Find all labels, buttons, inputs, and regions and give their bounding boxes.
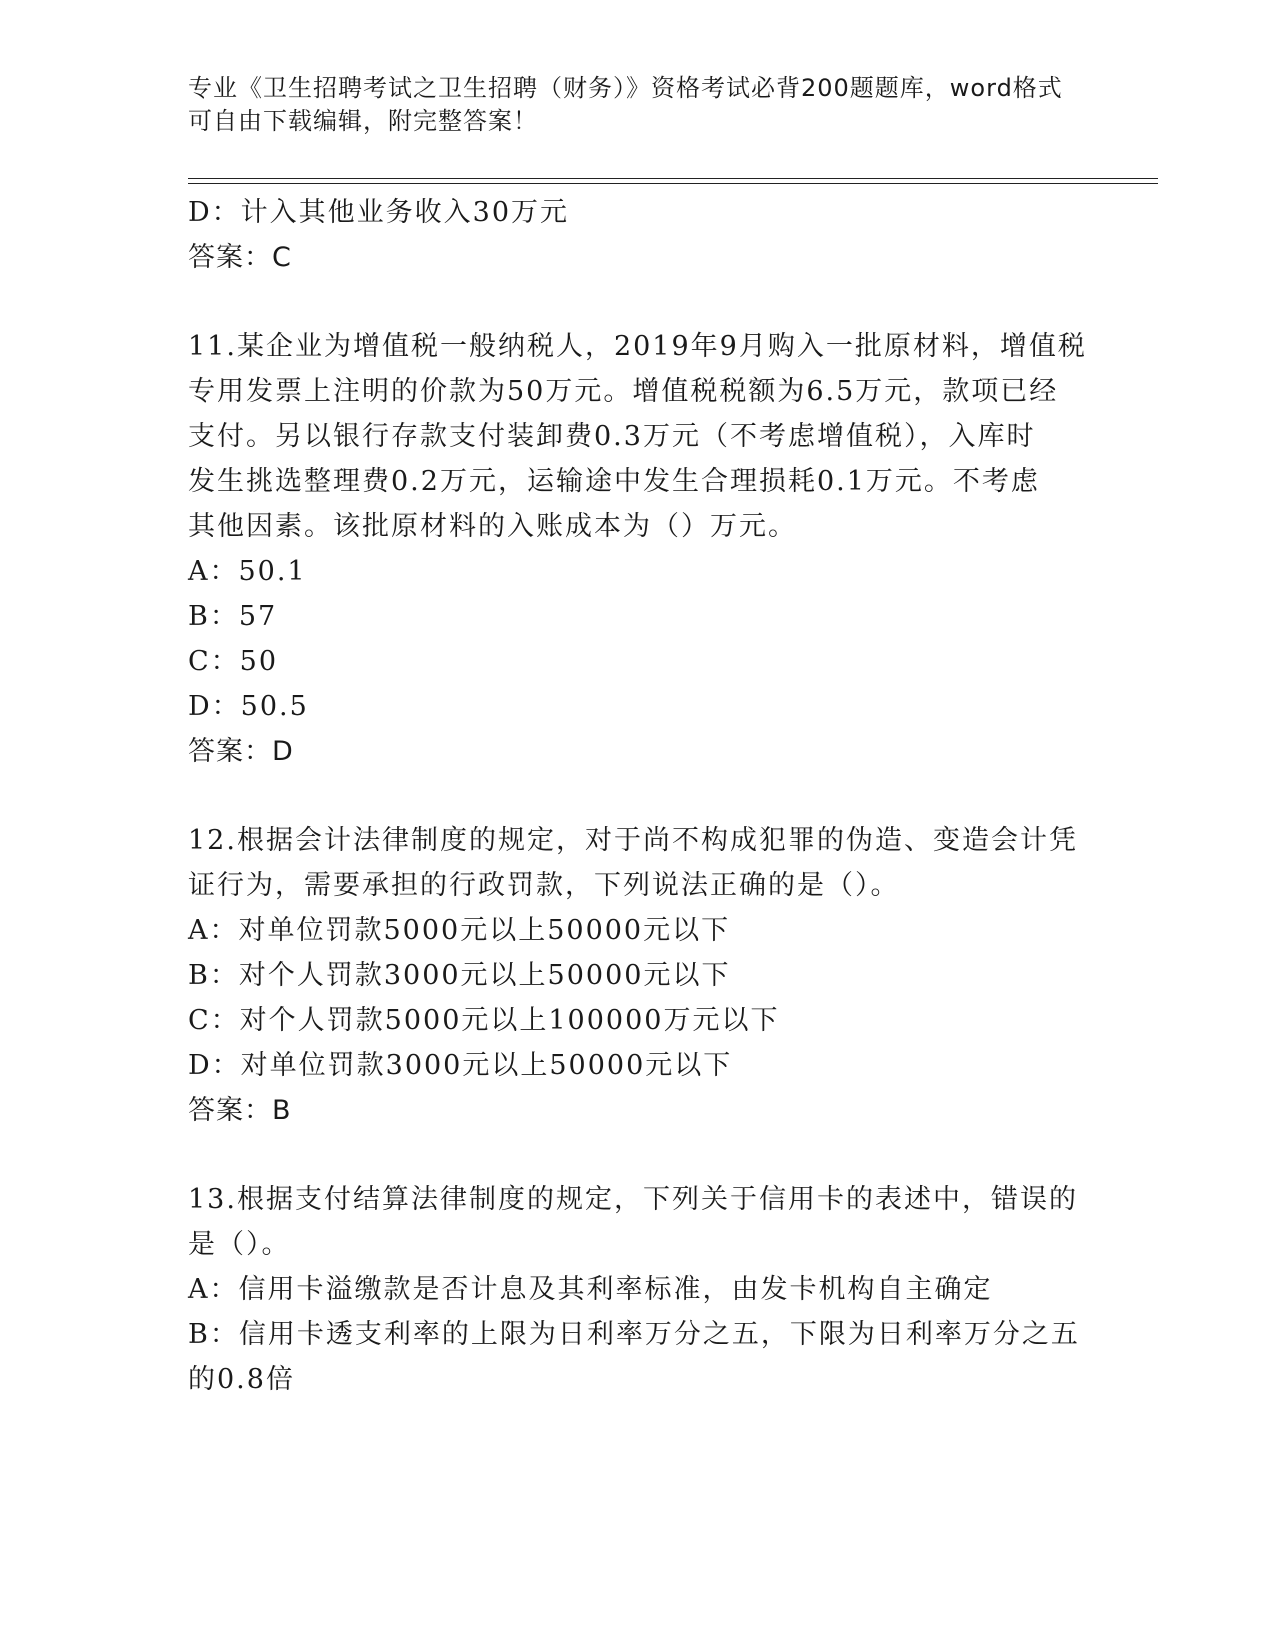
question-12-option-a: A：对单位罚款5000元以上50000元以下: [188, 915, 731, 946]
question-content: [188, 190, 1088, 1402]
question-11-option-c: C：50: [188, 646, 279, 677]
spacer: [188, 774, 1088, 818]
spacer: [188, 1133, 1088, 1177]
question-11-option-a: A：50.1: [188, 556, 307, 587]
spacer: [188, 280, 1088, 324]
question-13-option-b-continued: 的0.8倍: [188, 1364, 295, 1395]
question-12-answer: 答案：B: [188, 1095, 292, 1126]
question-11: [188, 324, 1088, 774]
question-12: [188, 818, 1088, 1133]
question-12-option-b: B：对个人罚款3000元以上50000元以下: [188, 960, 731, 991]
question-11-answer: 答案：D: [188, 736, 294, 767]
header-divider-top: [188, 178, 1158, 179]
header-divider-bottom: [188, 183, 1158, 184]
question-13-option-b: B：信用卡透支利率的上限为日利率万分之五，下限为日利率万分之五: [188, 1319, 1080, 1350]
question-12-stem-line: 证行为，需要承担的行政罚款，下列说法正确的是（）。: [188, 870, 900, 901]
question-11-stem-line: 其他因素。该批原材料的入账成本为（）万元。: [188, 511, 797, 542]
question-13-stem-line: 13.根据支付结算法律制度的规定，下列关于信用卡的表述中，错误的: [188, 1184, 1078, 1215]
question-11-stem-line: 11.某企业为增值税一般纳税人，2019年9月购入一批原材料，增值税: [188, 331, 1087, 362]
page-header: [188, 72, 1088, 138]
header-title-line-2: 可自由下载编辑，附完整答案！: [188, 107, 538, 135]
question-13: [188, 1177, 1088, 1402]
question-11-stem-line: 专用发票上注明的价款为50万元。增值税税额为6.5万元，款项已经: [188, 376, 1059, 407]
question-13-option-a: A：信用卡溢缴款是否计息及其利率标准，由发卡机构自主确定: [188, 1274, 993, 1305]
prev-answer: 答案：C: [188, 242, 292, 273]
question-11-stem-line: 发生挑选整理费0.2万元，运输途中发生合理损耗0.1万元。不考虑: [188, 466, 1040, 497]
prev-option-d: D：计入其他业务收入30万元: [188, 197, 570, 228]
question-12-stem-line: 12.根据会计法律制度的规定，对于尚不构成犯罪的伪造、变造会计凭: [188, 825, 1078, 856]
question-13-stem-line: 是（）。: [188, 1229, 291, 1260]
header-title-line-1: 专业《卫生招聘考试之卫生招聘（财务）》资格考试必背200题题库，word格式: [188, 74, 1063, 102]
question-12-option-d: D：对单位罚款3000元以上50000元以下: [188, 1050, 733, 1081]
question-11-option-d: D：50.5: [188, 691, 309, 722]
question-11-option-b: B：57: [188, 601, 278, 632]
question-11-stem-line: 支付。另以银行存款支付装卸费0.3万元（不考虑增值税），入库时: [188, 421, 1036, 452]
question-12-option-c: C：对个人罚款5000元以上100000万元以下: [188, 1005, 780, 1036]
